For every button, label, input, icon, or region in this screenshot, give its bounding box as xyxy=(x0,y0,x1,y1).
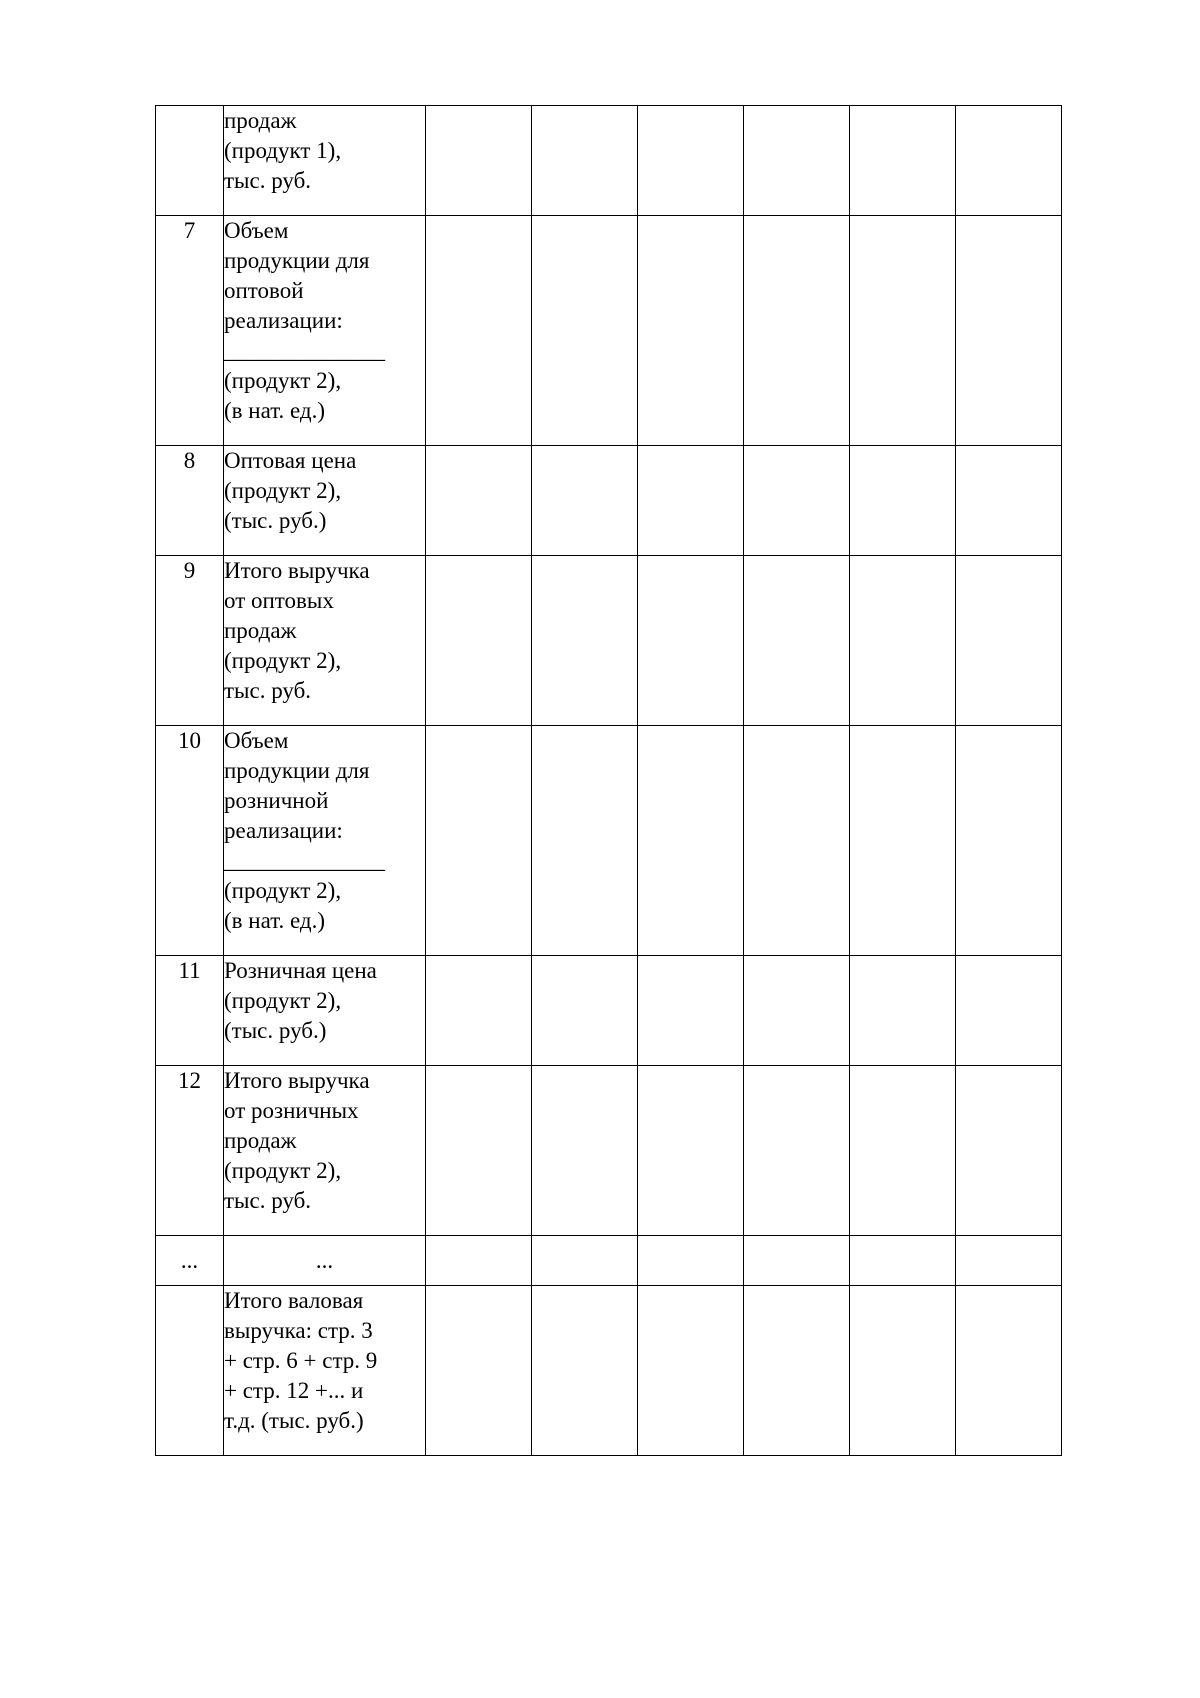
description-line: оптовой xyxy=(224,278,304,303)
description-line: Объем xyxy=(224,218,289,243)
row-number: 9 xyxy=(156,556,224,726)
value-cell[interactable] xyxy=(426,726,532,956)
description-line: ______________ xyxy=(224,338,385,363)
description-line: (в нат. ед.) xyxy=(224,908,326,933)
value-cell[interactable] xyxy=(426,956,532,1066)
row-number: 8 xyxy=(156,446,224,556)
description-line: тыс. руб. xyxy=(224,678,312,703)
description-line: выручка: стр. 3 xyxy=(224,1318,373,1343)
description-line: Итого выручка xyxy=(224,1068,370,1093)
description-line: Розничная цена xyxy=(224,958,377,983)
description-line: (продукт 1), xyxy=(224,138,342,163)
description-line: от розничных xyxy=(224,1098,359,1123)
description-line: продаж xyxy=(224,618,297,643)
value-cell[interactable] xyxy=(532,216,638,446)
value-cell[interactable] xyxy=(532,556,638,726)
description-line: тыс. руб. xyxy=(224,168,312,193)
value-cell[interactable] xyxy=(850,446,956,556)
value-cell[interactable] xyxy=(744,446,850,556)
table-row xyxy=(156,726,1062,956)
row-number xyxy=(156,106,224,216)
description-line: реализации: xyxy=(224,308,343,333)
value-cell[interactable] xyxy=(956,556,1062,726)
value-cell[interactable] xyxy=(638,106,744,216)
description-line: (продукт 2), xyxy=(224,878,342,903)
description-line: Объем xyxy=(224,728,289,753)
value-cell[interactable] xyxy=(956,726,1062,956)
row-description xyxy=(224,956,426,1066)
row-number: 7 xyxy=(156,216,224,446)
description-line: (продукт 2), xyxy=(224,368,342,393)
value-cell[interactable] xyxy=(638,726,744,956)
value-cell[interactable] xyxy=(638,1286,744,1456)
description-line: + стр. 6 + стр. 9 xyxy=(224,1348,378,1373)
value-cell[interactable] xyxy=(744,106,850,216)
row-description xyxy=(224,1286,426,1456)
description-line: + стр. 12 +... и xyxy=(224,1378,364,1403)
row-description xyxy=(224,106,426,216)
value-cell[interactable] xyxy=(850,726,956,956)
row-number: 12 xyxy=(156,1066,224,1236)
value-cell[interactable] xyxy=(850,956,956,1066)
value-cell[interactable] xyxy=(744,956,850,1066)
value-cell[interactable] xyxy=(956,956,1062,1066)
value-cell[interactable] xyxy=(744,216,850,446)
description-line: продаж xyxy=(224,1128,297,1153)
description-line: (тыс. руб.) xyxy=(224,508,327,533)
value-cell[interactable] xyxy=(426,1066,532,1236)
value-cell[interactable] xyxy=(532,956,638,1066)
description-line: (тыс. руб.) xyxy=(224,1018,327,1043)
row-description xyxy=(224,216,426,446)
value-cell[interactable] xyxy=(956,1236,1062,1286)
value-cell[interactable] xyxy=(956,446,1062,556)
description-line: реализации: xyxy=(224,818,343,843)
revenue-table xyxy=(155,105,1062,1456)
table-row xyxy=(156,956,1062,1066)
table-row xyxy=(156,216,1062,446)
row-description xyxy=(224,1236,426,1286)
description-line: Итого валовая xyxy=(224,1288,364,1313)
value-cell[interactable] xyxy=(744,1236,850,1286)
row-number xyxy=(156,1286,224,1456)
description-line: розничной xyxy=(224,788,329,813)
row-description xyxy=(224,1066,426,1236)
row-number: 10 xyxy=(156,726,224,956)
value-cell[interactable] xyxy=(850,216,956,446)
value-cell[interactable] xyxy=(426,1286,532,1456)
description-line: Оптовая цена xyxy=(224,448,357,473)
value-cell[interactable] xyxy=(850,1286,956,1456)
table-row xyxy=(156,446,1062,556)
value-cell[interactable] xyxy=(532,1236,638,1286)
value-cell[interactable] xyxy=(850,1066,956,1236)
value-cell[interactable] xyxy=(532,1066,638,1236)
row-description xyxy=(224,446,426,556)
table-row xyxy=(156,106,1062,216)
value-cell[interactable] xyxy=(744,1286,850,1456)
value-cell[interactable] xyxy=(426,106,532,216)
value-cell[interactable] xyxy=(850,556,956,726)
row-number: 11 xyxy=(156,956,224,1066)
value-cell[interactable] xyxy=(956,216,1062,446)
value-cell[interactable] xyxy=(638,446,744,556)
description-line: продаж xyxy=(224,108,297,133)
description-line: Итого выручка xyxy=(224,558,370,583)
description-line: (в нат. ед.) xyxy=(224,398,326,423)
value-cell[interactable] xyxy=(426,216,532,446)
table-row xyxy=(156,1236,1062,1286)
description-line: продукции для xyxy=(224,758,370,783)
value-cell[interactable] xyxy=(638,1066,744,1236)
description-line: ______________ xyxy=(224,848,385,873)
description-line: продукции для xyxy=(224,248,370,273)
description-line: (продукт 2), xyxy=(224,1158,342,1183)
value-cell[interactable] xyxy=(956,106,1062,216)
value-cell[interactable] xyxy=(744,1066,850,1236)
description-line: (продукт 2), xyxy=(224,648,342,673)
value-cell[interactable] xyxy=(744,726,850,956)
description-line: от оптовых xyxy=(224,588,334,613)
value-cell[interactable] xyxy=(532,1286,638,1456)
value-cell[interactable] xyxy=(638,1236,744,1286)
value-cell[interactable] xyxy=(532,726,638,956)
table-row xyxy=(156,1066,1062,1236)
description-line: (продукт 2), xyxy=(224,478,342,503)
value-cell[interactable] xyxy=(638,556,744,726)
description-line: ... xyxy=(315,1248,334,1273)
table-row xyxy=(156,556,1062,726)
row-number: ... xyxy=(156,1236,224,1286)
value-cell[interactable] xyxy=(426,446,532,556)
value-cell[interactable] xyxy=(850,106,956,216)
row-description xyxy=(224,726,426,956)
description-line: тыс. руб. xyxy=(224,1188,312,1213)
value-cell[interactable] xyxy=(638,216,744,446)
value-cell[interactable] xyxy=(532,446,638,556)
description-line: т.д. (тыс. руб.) xyxy=(224,1408,364,1433)
value-cell[interactable] xyxy=(850,1236,956,1286)
value-cell[interactable] xyxy=(426,1236,532,1286)
value-cell[interactable] xyxy=(956,1286,1062,1456)
value-cell[interactable] xyxy=(426,556,532,726)
description-line: (продукт 2), xyxy=(224,988,342,1013)
value-cell[interactable] xyxy=(956,1066,1062,1236)
value-cell[interactable] xyxy=(532,106,638,216)
value-cell[interactable] xyxy=(744,556,850,726)
value-cell[interactable] xyxy=(638,956,744,1066)
table-row-total xyxy=(156,1286,1062,1456)
row-description xyxy=(224,556,426,726)
